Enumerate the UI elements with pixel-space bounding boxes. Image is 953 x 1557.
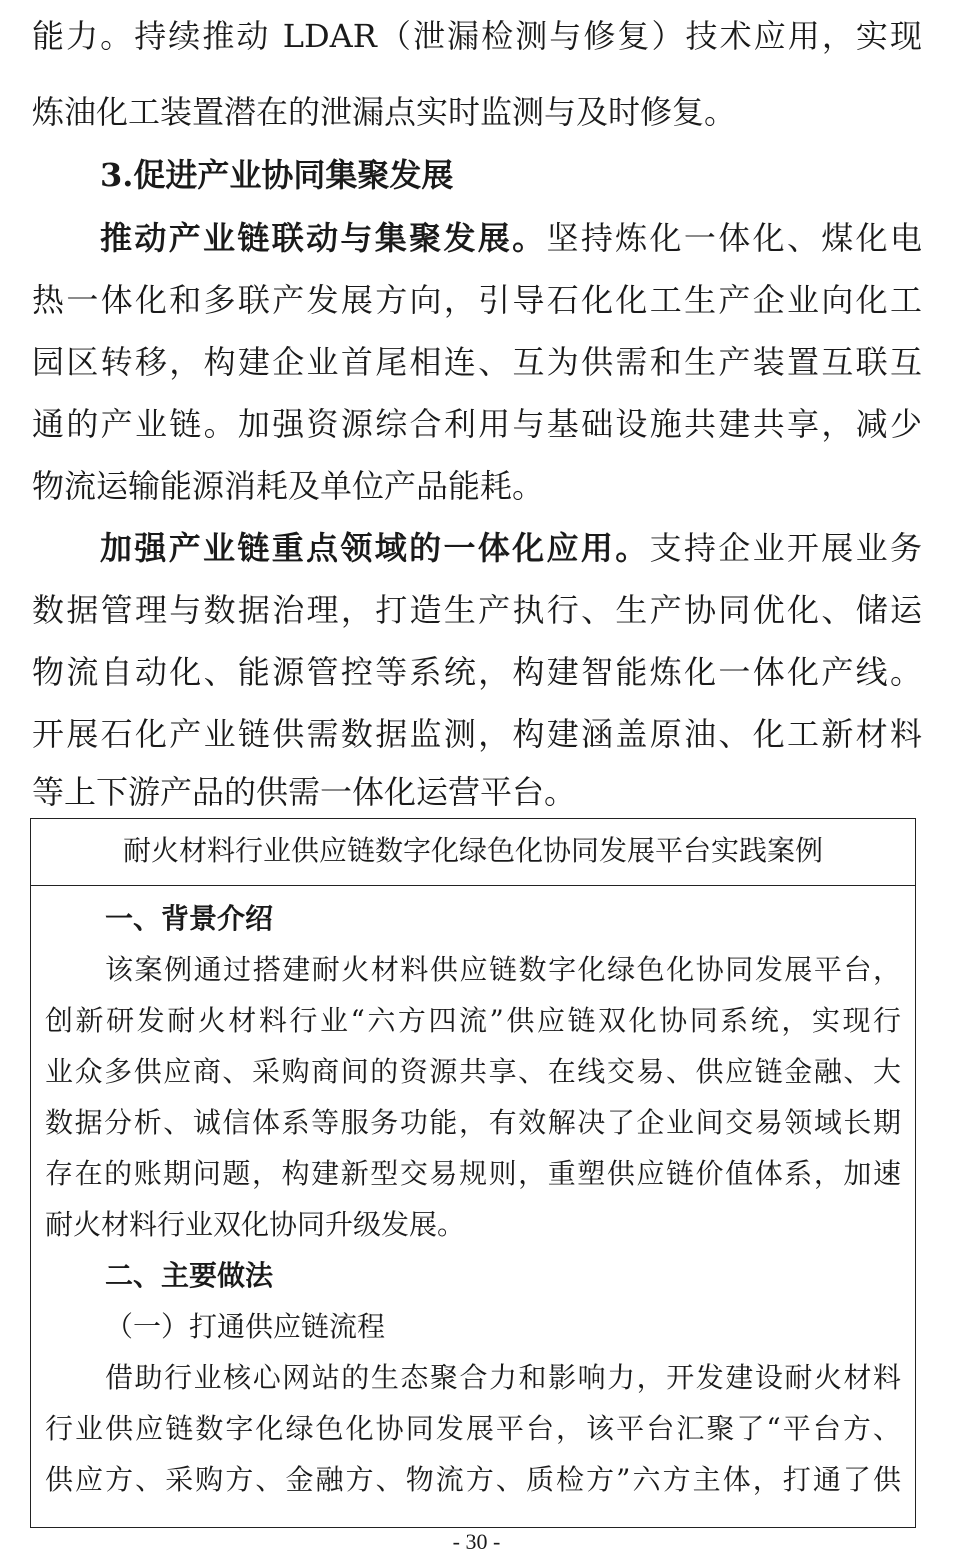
body-text-line: 热一体化和多联产发展方向，引导石化化工生产企业向化工 <box>32 281 922 319</box>
paragraph-lead: 推动产业链联动与集聚发展。 <box>100 219 547 257</box>
body-text-line: 园区转移，构建企业首尾相连、互为供需和生产装置互联互 <box>32 343 922 381</box>
body-text-line: 物流自动化、能源管控等系统，构建智能炼化一体化产线。 <box>32 653 922 691</box>
paragraph-text: 支持企业开展业务 <box>649 529 922 567</box>
case-study-title: 耐火材料行业供应链数字化绿色化协同发展平台实践案例 <box>122 834 823 867</box>
case-text-line: 耐火材料行业双化协同升级发展。 <box>45 1208 466 1241</box>
paragraph-first-line <box>100 218 922 258</box>
case-text-line: 业众多供应商、采购商间的资源共享、在线交易、供应链金融、大 <box>45 1055 901 1088</box>
body-text-line: 物流运输能源消耗及单位产品能耗。 <box>32 467 545 505</box>
case-study-box <box>30 818 916 1528</box>
body-text-line: 通的产业链。加强资源综合利用与基础设施共建共享，减少 <box>32 405 922 443</box>
case-text-line: 供应方、采购方、金融方、物流方、质检方”六方主体，打通了供 <box>45 1463 901 1496</box>
case-subsection-heading: （一）打通供应链流程 <box>105 1310 386 1343</box>
case-study-title-row <box>31 819 915 886</box>
case-text-line: 存在的账期问题，构建新型交易规则，重塑供应链价值体系，加速 <box>45 1157 901 1190</box>
page-number: - 30 - <box>452 1529 501 1554</box>
paragraph-lead: 加强产业链重点领域的一体化应用。 <box>100 529 650 567</box>
paragraph-first-line <box>100 528 922 568</box>
paragraph-text: 坚持炼化一体化、煤化电 <box>546 219 922 257</box>
case-text-line: 该案例通过搭建耐火材料供应链数字化绿色化协同发展平台， <box>105 953 901 986</box>
section-heading: 3.促进产业协同集聚发展 <box>100 156 454 194</box>
case-text-line: 创新研发耐火材料行业“六方四流”供应链双化协同系统，实现行 <box>45 1004 901 1037</box>
case-text-line: 行业供应链数字化绿色化协同发展平台，该平台汇聚了“平台方、 <box>45 1412 901 1445</box>
body-text-line: 能力。持续推动 LDAR（泄漏检测与修复）技术应用，实现 <box>32 17 922 55</box>
case-section-heading: 二、主要做法 <box>105 1259 274 1292</box>
case-text-line: 借助行业核心网站的生态聚合力和影响力，开发建设耐火材料 <box>105 1361 901 1394</box>
body-text-line: 开展石化产业链供需数据监测，构建涵盖原油、化工新材料 <box>32 715 922 753</box>
body-text-line: 等上下游产品的供需一体化运营平台。 <box>32 773 577 811</box>
body-text-line: 数据管理与数据治理，打造生产执行、生产协同优化、储运 <box>32 591 922 629</box>
case-text-line: 数据分析、诚信体系等服务功能，有效解决了企业间交易领域长期 <box>45 1106 901 1139</box>
case-section-heading: 一、背景介绍 <box>105 902 274 935</box>
body-text-line: 炼油化工装置潜在的泄漏点实时监测与及时修复。 <box>32 93 737 131</box>
